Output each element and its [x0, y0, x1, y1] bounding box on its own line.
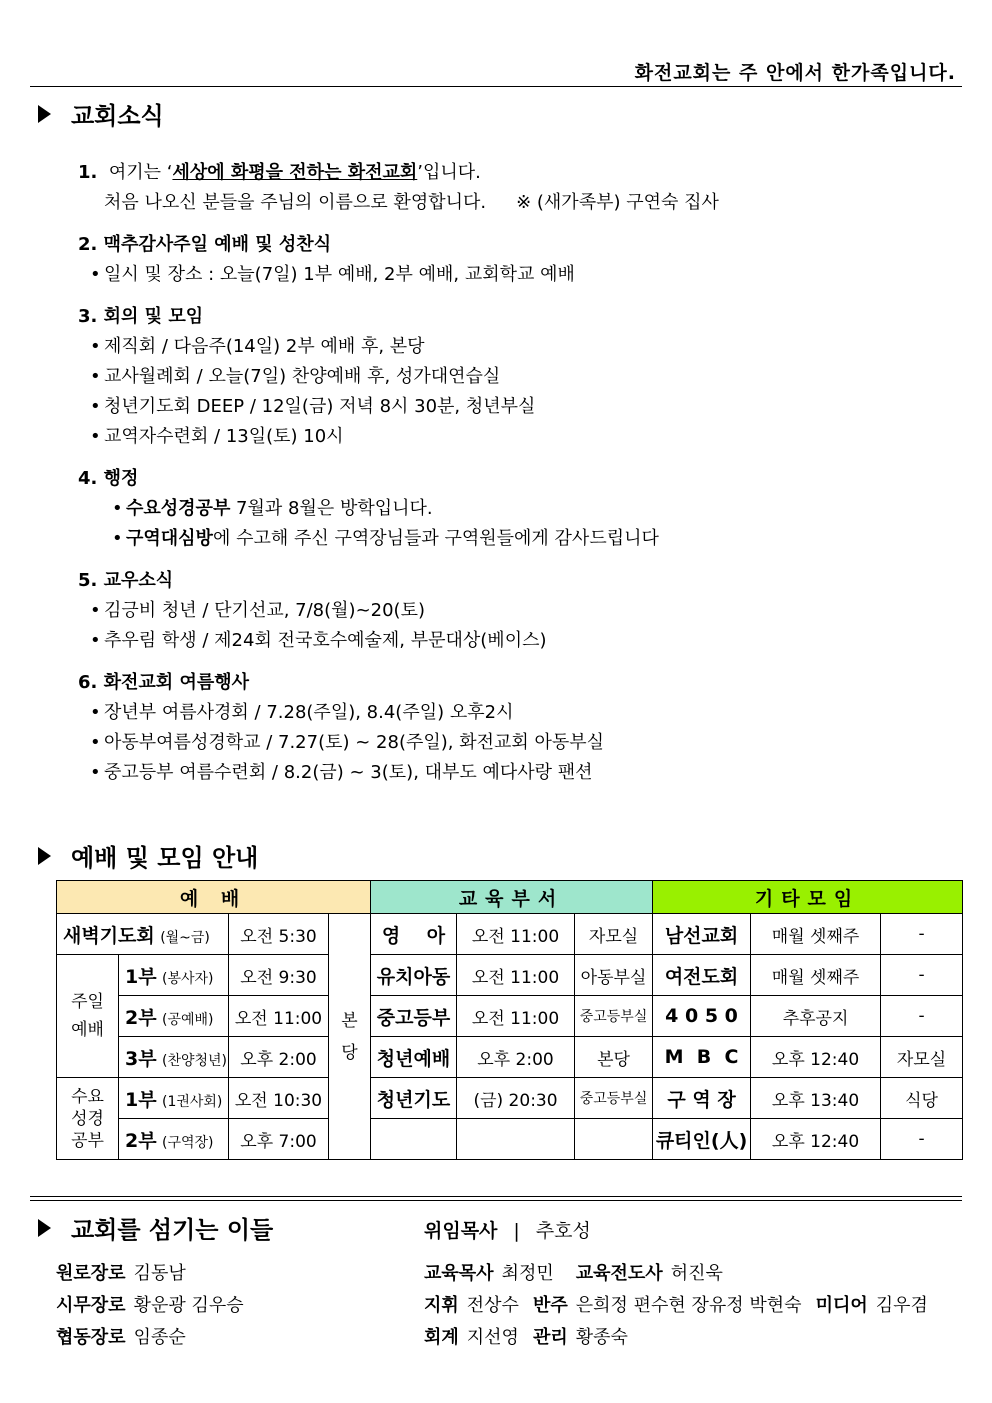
education-header: 교육부서	[371, 881, 653, 914]
news-bullet: • 장년부 여름사경회 / 7.28(주일), 8.4(주일) 오후2시	[78, 698, 958, 728]
sunday-worship-label: 주일 예배	[57, 955, 119, 1078]
staff-names: 최정민	[501, 1263, 554, 1284]
empty-cell	[371, 1119, 457, 1160]
service-2-cell	[119, 996, 229, 1037]
news-list	[78, 158, 958, 800]
staff-role: 미디어	[815, 1295, 868, 1316]
footer-divider	[30, 1196, 962, 1201]
edu-infant-place: 자모실	[575, 914, 653, 955]
servants-section-title: 교회를 섬기는 이들	[71, 1216, 274, 1244]
table-row	[57, 955, 963, 996]
table-row	[57, 996, 963, 1037]
meeting-men-time: 매월 셋째주	[751, 914, 881, 955]
empty-cell	[457, 1119, 575, 1160]
wednesday-bible-study-label: 수요 성경 공부	[57, 1078, 119, 1160]
church-slogan: 세상에 화평을 전하는 화전교회	[172, 162, 418, 183]
news-bullet: • 김긍비 청년 / 단기선교, 7/8(월)~20(토)	[78, 596, 958, 626]
meeting-4050-place: -	[881, 996, 963, 1037]
schedule-section-heading	[38, 838, 258, 873]
staff-names: 황운광 김우승	[133, 1295, 244, 1316]
servants-section-heading	[38, 1210, 273, 1245]
wed-2-label: 2부	[125, 1129, 157, 1152]
meeting-women-place: -	[881, 955, 963, 996]
edu-infant-time: 오전 11:00	[457, 914, 575, 955]
news-section-heading	[38, 96, 164, 131]
meeting-district-leaders-time: 오후 13:40	[751, 1078, 881, 1119]
news-bullet: • 교역자수련회 / 13일(토) 10시	[78, 422, 958, 452]
edu-kids: 유치아동	[371, 955, 457, 996]
news-section-title: 교회소식	[71, 102, 164, 130]
staff-names: 임종순	[133, 1327, 186, 1348]
edu-young-adult-prayer-place: 중고등부실	[575, 1078, 653, 1119]
worship-header: 예 배	[57, 881, 371, 914]
meeting-men-place: -	[881, 914, 963, 955]
staff-role: 협동장로	[56, 1327, 126, 1348]
meeting-women-time: 매월 셋째주	[751, 955, 881, 996]
staff-role: 원로장로	[56, 1263, 126, 1284]
table-header-row	[57, 881, 963, 914]
service-1-time: 오전 9:30	[229, 955, 329, 996]
header-divider	[30, 86, 962, 87]
triangle-bullet-icon	[38, 105, 51, 123]
news-item-1	[78, 158, 958, 218]
staff-role: 반주	[532, 1295, 568, 1316]
church-motto: 화전교회는 주 안에서 한가족입니다.	[634, 62, 956, 84]
edu-infant: 영 아	[371, 914, 457, 955]
news-item-title: 6. 화전교회 여름행사	[78, 672, 249, 693]
service-3-time: 오후 2:00	[229, 1037, 329, 1078]
pastor-separator: |	[513, 1220, 520, 1242]
staff-role: 관리	[532, 1327, 568, 1348]
dawn-prayer-days: (월~금)	[160, 929, 210, 946]
staff-role: 교육전도사	[575, 1263, 663, 1284]
meeting-women: 여전도회	[653, 955, 751, 996]
table-row	[57, 1119, 963, 1160]
wed-2-cell	[119, 1119, 229, 1160]
news-bullet-text: 에 수고해 주신 구역장님들과 구역원들에게 감사드립니다	[212, 528, 659, 549]
staff-names: 김동남	[133, 1263, 186, 1284]
edu-young-adult-prayer-time: (금) 20:30	[457, 1078, 575, 1119]
news-bullet: • 아동부여름성경학교 / 7.27(토) ~ 28(주일), 화전교회 아동부실	[78, 728, 958, 758]
staff-names: 황종숙	[575, 1327, 628, 1348]
table-row	[57, 1078, 963, 1119]
edu-young-adult-time: 오후 2:00	[457, 1037, 575, 1078]
welcome-note: ※ (새가족부) 구연숙 집사	[516, 192, 719, 213]
news-item-4	[78, 464, 958, 554]
edu-young-adult-place: 본당	[575, 1037, 653, 1078]
news-text: ’입니다.	[417, 162, 481, 183]
news-item-title: 5. 교우소식	[78, 570, 174, 591]
wed-1-sub: (1권사회)	[161, 1093, 223, 1110]
news-bullet-emphasis: 수요성경공부	[126, 498, 231, 519]
meeting-mbc: M B C	[653, 1037, 751, 1078]
service-2-sub: (공예배)	[161, 1011, 214, 1028]
wed-2-sub: (구역장)	[161, 1134, 214, 1151]
edu-youth-time: 오전 11:00	[457, 996, 575, 1037]
dawn-prayer-cell	[57, 914, 229, 955]
edu-young-adult-prayer: 청년기도	[371, 1078, 457, 1119]
meeting-district-leaders-place: 식당	[881, 1078, 963, 1119]
service-1-label: 1부	[125, 965, 157, 988]
news-item-5	[78, 566, 958, 656]
staff-role: 지휘	[424, 1295, 459, 1316]
news-item-2	[78, 230, 958, 290]
news-bullet: • 제직회 / 다음주(14일) 2부 예배 후, 본당	[78, 332, 958, 362]
staff-names: 은희정 편수현 장유정 박현숙	[575, 1295, 802, 1316]
staff-role: 시무장로	[56, 1295, 126, 1316]
pastor-name: 추호성	[535, 1220, 591, 1242]
news-bullet: • 일시 및 장소 : 오늘(7일) 1부 예배, 2부 예배, 교회학교 예배	[78, 260, 958, 290]
wed-1-cell	[119, 1078, 229, 1119]
staff-names: 김우겸	[875, 1295, 928, 1316]
meeting-4050: 4 0 5 0	[653, 996, 751, 1037]
news-item-title: 3. 회의 및 모임	[78, 306, 204, 327]
welcome-text: 처음 나오신 분들을 주님의 이름으로 환영합니다.	[104, 192, 487, 213]
news-bullet: • 교사월례회 / 오늘(7일) 찬양예배 후, 성가대연습실	[78, 362, 958, 392]
meeting-qtin-time: 오후 12:40	[751, 1119, 881, 1160]
service-2-time: 오전 11:00	[229, 996, 329, 1037]
meeting-qtin-place: -	[881, 1119, 963, 1160]
edu-youth-place: 중고등부실	[575, 996, 653, 1037]
news-item-title: 2. 맥추감사주일 예배 및 성찬식	[78, 234, 332, 255]
meeting-qtin: 큐티인(人)	[653, 1119, 751, 1160]
wed-1-time: 오전 10:30	[229, 1078, 329, 1119]
meeting-men: 남선교회	[653, 914, 751, 955]
service-1-sub: (봉사자)	[161, 970, 214, 987]
news-bullet	[78, 494, 958, 524]
schedule-table	[56, 880, 963, 1160]
news-item-3	[78, 302, 958, 452]
meeting-mbc-time: 오후 12:40	[751, 1037, 881, 1078]
news-bullet: • 청년기도회 DEEP / 12일(금) 저녁 8시 30분, 청년부실	[78, 392, 958, 422]
dawn-prayer-time: 오전 5:30	[229, 914, 329, 955]
elders-list	[56, 1258, 244, 1354]
news-item-number: 1.	[78, 162, 98, 183]
table-row	[57, 1037, 963, 1078]
service-2-label: 2부	[125, 1006, 157, 1029]
wed-1-label: 1부	[125, 1088, 157, 1111]
table-row	[57, 914, 963, 955]
dawn-prayer-label: 새벽기도회	[63, 924, 155, 947]
triangle-bullet-icon	[38, 1219, 51, 1237]
news-bullet-text: 7월과 8월은 방학입니다.	[230, 498, 433, 519]
service-1-cell	[119, 955, 229, 996]
triangle-bullet-icon	[38, 847, 51, 865]
edu-youth: 중고등부	[371, 996, 457, 1037]
service-3-sub: (찬양청년)	[161, 1052, 228, 1069]
news-bullet	[78, 524, 958, 554]
news-bullet-emphasis: 구역대심방	[126, 528, 213, 549]
news-item-title: 4. 행정	[78, 468, 139, 489]
staff-role: 회계	[424, 1327, 459, 1348]
staff-role: 교육목사	[424, 1263, 494, 1284]
edu-kids-place: 아동부실	[575, 955, 653, 996]
news-bullet: • 추우림 학생 / 제24회 전국호수예술제, 부문대상(베이스)	[78, 626, 958, 656]
service-3-cell	[119, 1037, 229, 1078]
staff-names: 허진욱	[670, 1263, 723, 1284]
meeting-mbc-place: 자모실	[881, 1037, 963, 1078]
other-meetings-header: 기타모임	[653, 881, 963, 914]
wed-2-time: 오후 7:00	[229, 1119, 329, 1160]
meeting-district-leaders: 구 역 장	[653, 1078, 751, 1119]
service-3-label: 3부	[125, 1047, 157, 1070]
empty-cell	[575, 1119, 653, 1160]
senior-pastor	[424, 1216, 591, 1243]
meeting-4050-time: 추후공지	[751, 996, 881, 1037]
news-item-6	[78, 668, 958, 788]
staff-names: 지선영	[466, 1327, 519, 1348]
news-text: 여기는 ‘	[108, 162, 173, 183]
ministry-staff-list	[424, 1258, 928, 1354]
edu-kids-time: 오전 11:00	[457, 955, 575, 996]
staff-names: 전상수	[466, 1295, 519, 1316]
schedule-section-title: 예배 및 모임 안내	[71, 844, 259, 872]
pastor-role: 위임목사	[424, 1220, 498, 1242]
news-bullet: • 중고등부 여름수련회 / 8.2(금) ~ 3(토), 대부도 예다사랑 팬션	[78, 758, 958, 788]
edu-young-adult: 청년예배	[371, 1037, 457, 1078]
main-hall-location: 본 당	[329, 914, 371, 1160]
